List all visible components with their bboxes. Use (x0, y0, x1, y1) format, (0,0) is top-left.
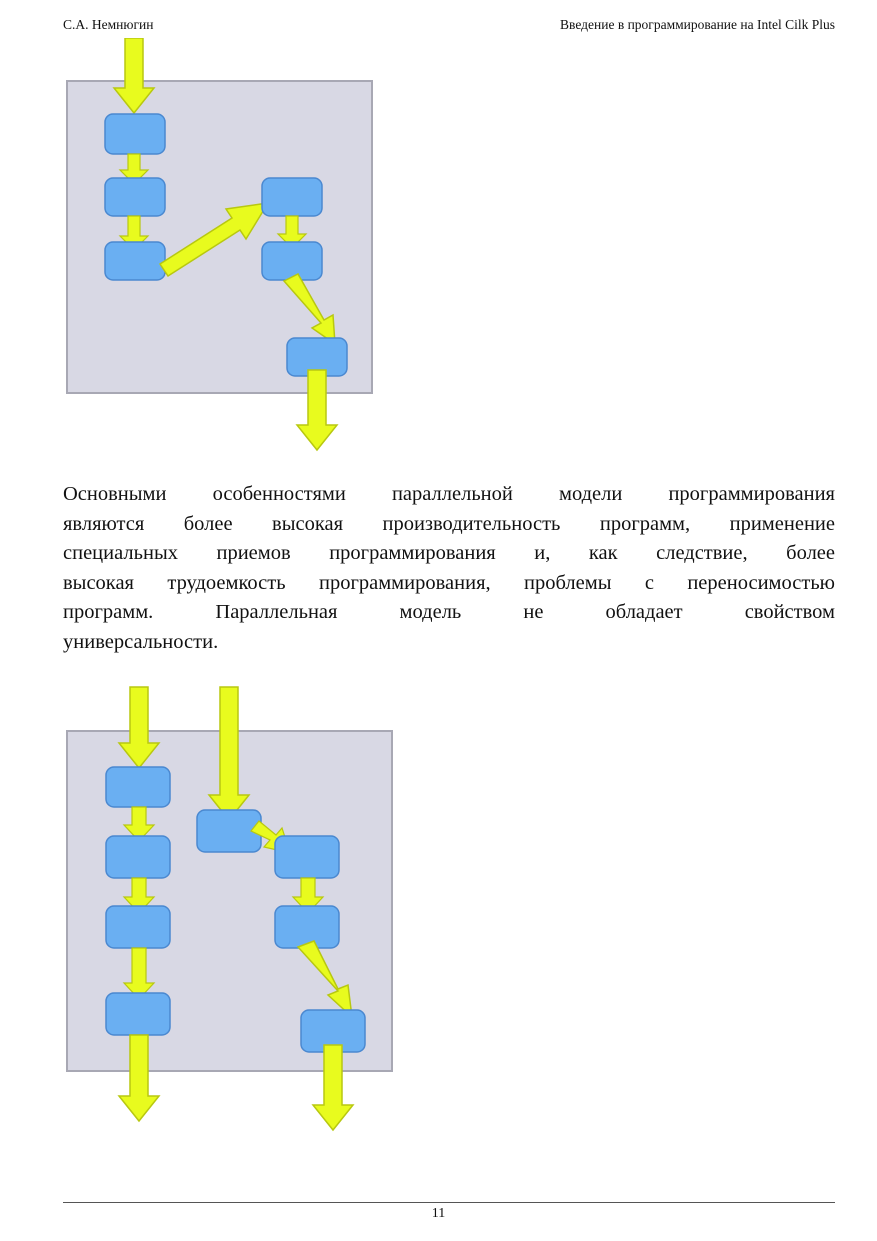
paragraph-line: специальных приемов программирования и, как следствие, более (63, 542, 835, 565)
page-number: 11 (431, 1206, 446, 1221)
footer-divider (63, 1202, 835, 1203)
flow-diagram-1 (62, 38, 380, 456)
paragraph-line: являются более высокая производительность программ, применение (63, 512, 835, 535)
process-node (106, 767, 170, 807)
process-node (262, 242, 322, 280)
process-node (105, 178, 165, 216)
flow-diagram-2 (62, 683, 398, 1133)
process-node (106, 836, 170, 878)
body-paragraph (63, 480, 835, 658)
process-node (106, 906, 170, 948)
paragraph-line: высокая трудоемкость программирования, проблемы с переносимостью (63, 571, 835, 594)
process-node (275, 906, 339, 948)
header-title: Введение в программирование на Intel Cilk Plus (560, 17, 835, 32)
process-node (105, 242, 165, 280)
process-node (262, 178, 322, 216)
process-node (106, 993, 170, 1035)
paragraph-line: программ. Параллельная модель не обладает свойством (63, 601, 835, 624)
paragraph-line: Основными особенностями параллельной модели программирования (63, 483, 835, 505)
header-author: С.А. Немнюгин (63, 17, 154, 32)
process-node (275, 836, 339, 878)
process-node (105, 114, 165, 154)
paragraph-line: универсальности. (63, 630, 219, 653)
